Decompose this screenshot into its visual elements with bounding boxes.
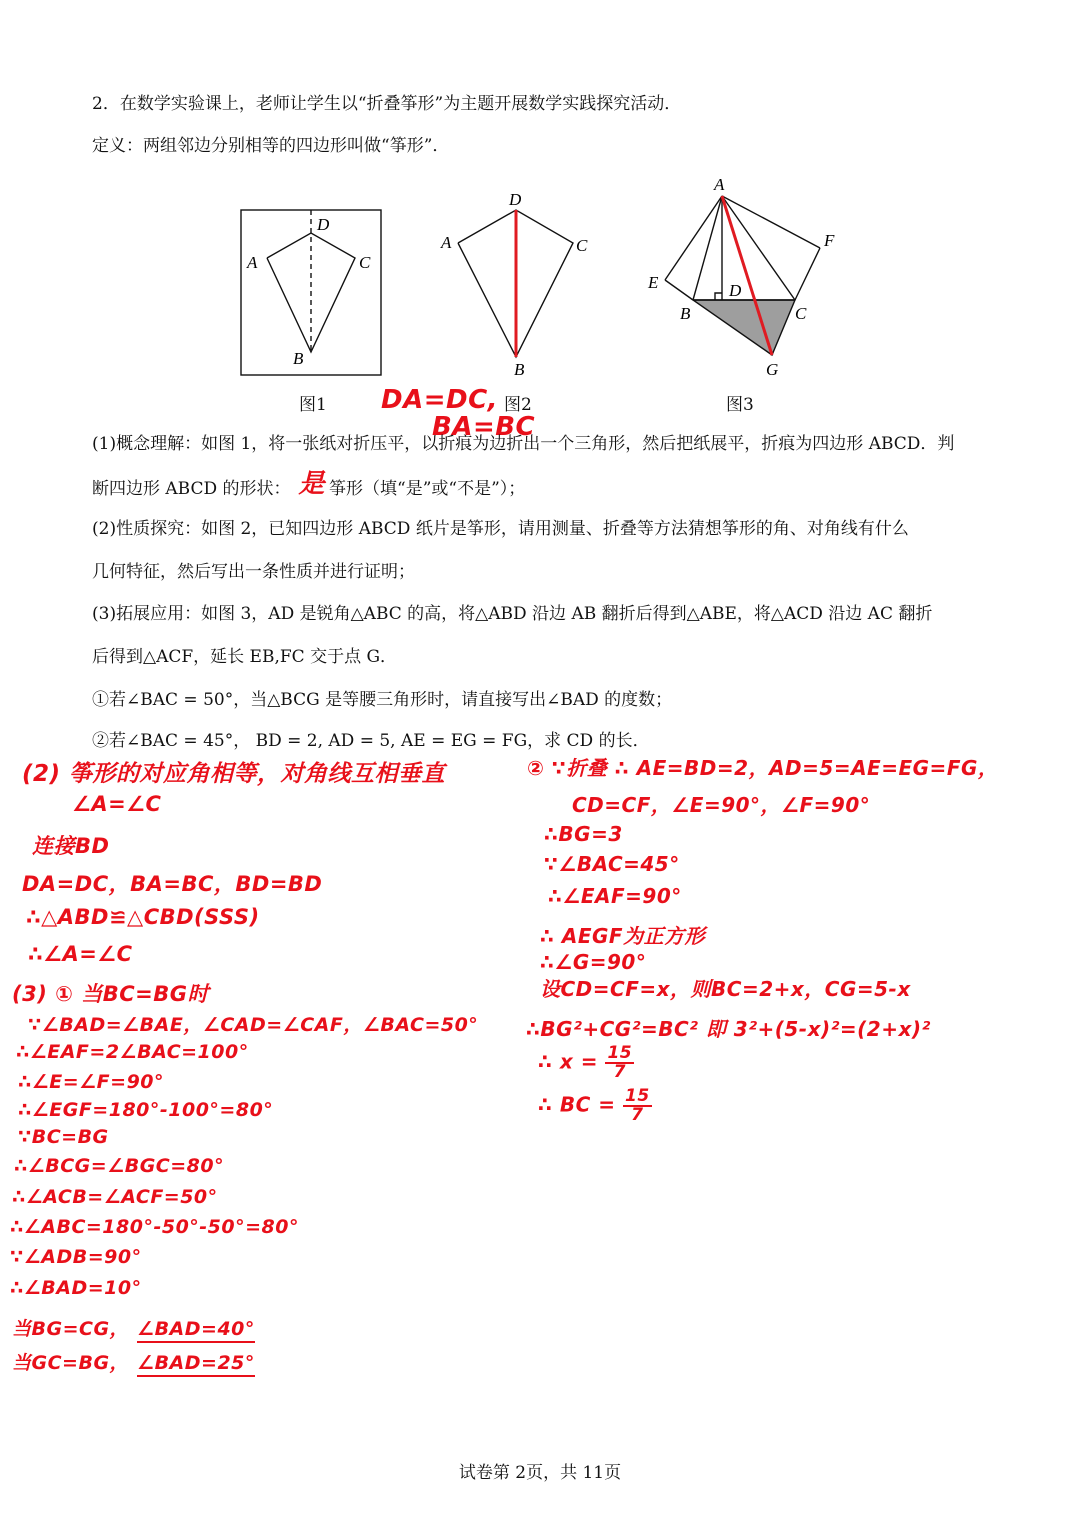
- hw-left-line-3: 连接BD: [32, 834, 110, 858]
- hw-bc-equals: ∴ BC =: [538, 1092, 616, 1117]
- figure-1: [241, 210, 381, 375]
- page-footer: 试卷第 2页，共 11页: [458, 1463, 622, 1483]
- hw-left-line-18: [12, 1314, 255, 1341]
- hw-fraction-bc: [623, 1088, 652, 1124]
- fig1-label-c: C: [359, 253, 371, 272]
- hw-right-line-4: ∵∠BAC=45°: [544, 852, 680, 876]
- figure-3: [665, 196, 820, 300]
- fig3-label-a: A: [714, 175, 725, 194]
- hw-x-equals: ∴ x =: [538, 1049, 598, 1074]
- hw-left-line-9: ∴∠EAF=2∠BAC=100°: [16, 1041, 249, 1063]
- q1-line-1: (1)概念理解：如图 1，将一张纸对折压平，以折痕为边折出一个三角形，然后把纸展平，折痕为四边形 ABCD．判: [92, 434, 955, 454]
- hw-right-line-2: CD=CF，∠E=90°，∠F=90°: [572, 793, 871, 817]
- hw-right-line-9: ∴BG²+CG²=BC² 即 3²+(5-x)²=(2+x)²: [526, 1017, 931, 1041]
- q3-line-1: (3)拓展应用：如图 3，AD 是锐角△ABC 的高，将△ABD 沿边 AB 翻折后得到△ABE，将△ACD 沿边 AC 翻折: [92, 604, 933, 624]
- hw-right-line-7: ∴∠G=90°: [540, 950, 647, 974]
- fig1-label-b: B: [293, 349, 304, 368]
- hw-left-line-7: (3) ① 当BC=BG时: [12, 982, 209, 1006]
- fig1-label-a: A: [247, 253, 258, 272]
- figure-2-caption: 图2: [504, 395, 532, 415]
- hw-left-line-16: ∵∠ADB=90°: [10, 1246, 142, 1268]
- fig2-label-b: B: [514, 360, 525, 379]
- hw-frac-num: 15: [607, 1043, 633, 1063]
- hw-note-ba-bc: BA=BC: [432, 412, 536, 442]
- fig2-label-c: C: [576, 236, 588, 255]
- fig3-shaded-triangle: [693, 300, 795, 355]
- q1-prompt: 断四边形 ABCD 的形状：: [92, 479, 291, 499]
- hw-case-gc-bg: 当GC=BG，: [12, 1352, 130, 1374]
- q2-line-1: (2)性质探究：如图 2，已知四边形 ABCD 纸片是筝形，请用测量、折叠等方法猜想筝形的角、对角线有什么: [92, 519, 909, 539]
- hw-right-line-10: [538, 1045, 634, 1081]
- fig3-label-c: C: [795, 304, 807, 323]
- hw-frac-den: 7: [613, 1062, 626, 1082]
- q2-line-2: 几何特征，然后写出一条性质并进行证明；: [92, 562, 415, 582]
- fig2-label-d: D: [509, 190, 522, 209]
- hw-answer-40: ∠BAD=40°: [137, 1318, 255, 1343]
- hw-frac-num-2: 15: [625, 1086, 650, 1106]
- fig3-label-b: B: [680, 304, 691, 323]
- fig3-label-g: G: [766, 360, 779, 379]
- hw-right-line-6: ∴ AEGF为正方形: [540, 924, 706, 948]
- fig3-label-d: D: [729, 281, 742, 300]
- hw-left-line-15: ∴∠ABC=180°-50°-50°=80°: [10, 1216, 299, 1238]
- hw-left-line-17: ∴∠BAD=10°: [10, 1277, 142, 1299]
- hw-answer-25: ∠BAD=25°: [137, 1352, 255, 1377]
- hw-case-bg-cg: 当BG=CG，: [12, 1318, 130, 1340]
- q3-sub-1: ①若∠BAC = 50°，当△BCG 是等腰三角形时，请直接写出∠BAD 的度数；: [92, 690, 673, 710]
- hw-right-line-1: ② ∵折叠 ∴ AE=BD=2，AD=5=AE=EG=FG，: [527, 756, 999, 780]
- hw-right-line-5: ∴∠EAF=90°: [548, 884, 682, 908]
- hw-left-line-12: ∵BC=BG: [18, 1126, 109, 1148]
- figure-1-caption: 图1: [299, 395, 327, 415]
- hw-right-line-3: ∴BG=3: [544, 822, 623, 846]
- hw-frac-den-2: 7: [631, 1105, 644, 1125]
- fig2-label-a: A: [441, 233, 452, 252]
- hw-fraction-x: [605, 1045, 634, 1081]
- figure-3-caption: 图3: [726, 395, 754, 415]
- fig3-label-f: F: [824, 231, 835, 250]
- hw-left-line-13: ∴∠BCG=∠BGC=80°: [14, 1155, 225, 1177]
- q1-answer-handwritten: 是: [298, 469, 326, 499]
- hw-left-line-1: (2) 筝形的对应角相等，对角线互相垂直: [22, 761, 446, 787]
- hw-left-line-2: ∠A=∠C: [72, 792, 162, 816]
- q1-line-2: [92, 469, 526, 501]
- q1-prompt-tail: 筝形（填“是”或“不是”）；: [329, 479, 526, 499]
- figures: [0, 0, 1080, 420]
- hw-right-line-11: [538, 1088, 652, 1124]
- fig1-label-d: D: [317, 215, 330, 234]
- hw-left-line-19: [12, 1348, 255, 1375]
- hw-right-line-8: 设CD=CF=x，则BC=2+x，CG=5-x: [540, 977, 911, 1001]
- kite-definition: 定义：两组邻边分别相等的四边形叫做“筝形”．: [92, 136, 450, 156]
- hw-left-line-14: ∴∠ACB=∠ACF=50°: [12, 1186, 218, 1208]
- hw-left-line-8: ∵∠BAD=∠BAE，∠CAD=∠CAF，∠BAC=50°: [28, 1014, 479, 1036]
- q3-line-2: 后得到△ACF，延长 EB,FC 交于点 G．: [92, 647, 398, 667]
- hw-left-line-5: ∴△ABD≌△CBD(SSS): [26, 905, 260, 929]
- problem-header: 2．在数学实验课上，老师让学生以“折叠筝形”为主题开展数学实践探究活动．: [92, 94, 682, 114]
- hw-left-line-6: ∴∠A=∠C: [28, 942, 133, 966]
- hw-left-line-10: ∴∠E=∠F=90°: [18, 1071, 165, 1093]
- q3-sub-2: ②若∠BAC = 45°， BD = 2, AD = 5, AE = EG = FG，求 CD 的长．: [92, 731, 650, 751]
- hw-left-line-11: ∴∠EGF=180°-100°=80°: [18, 1099, 274, 1121]
- hw-left-line-4: DA=DC，BA=BC，BD=BD: [22, 872, 323, 896]
- hw-note-da-dc: DA=DC,: [381, 385, 499, 415]
- fig3-label-e: E: [648, 273, 659, 292]
